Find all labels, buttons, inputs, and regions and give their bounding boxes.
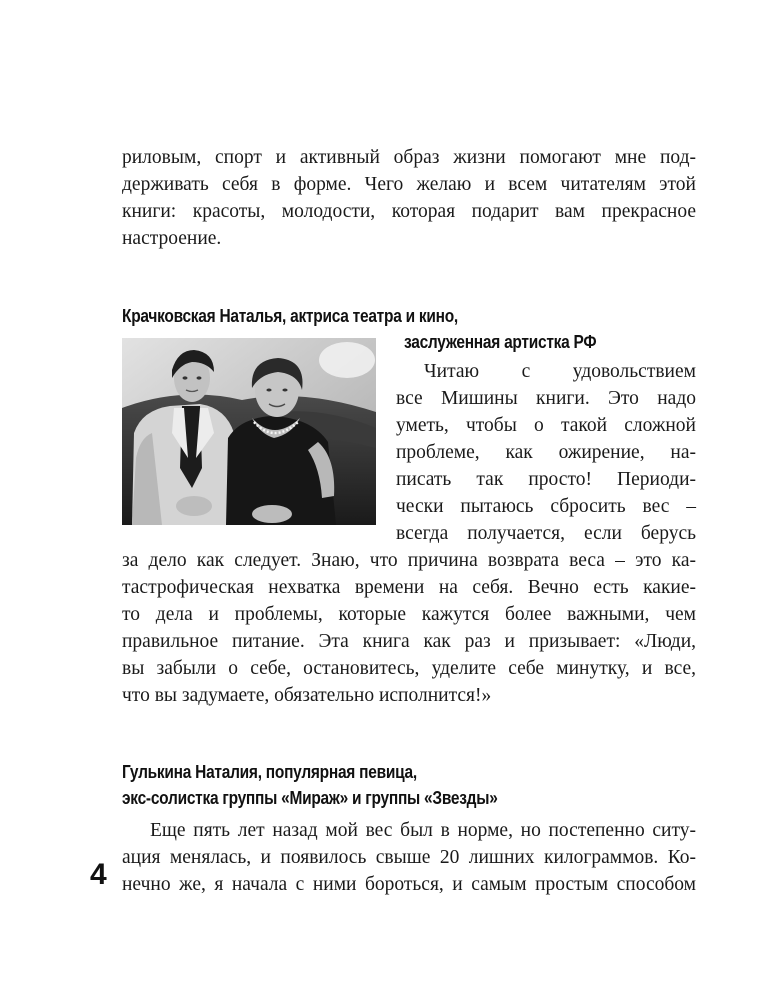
text-line: Еще пять лет назад мой вес был в норме, но постепенно ситу- — [150, 820, 696, 841]
text-line: за дело как следует. Знаю, что причина возврата веса – это ка- — [122, 550, 696, 571]
section2-heading-line2: экс-солистка группы «Мираж» и группы «Звезды» — [122, 788, 498, 808]
text-line: уметь, чтобы о такой сложной — [396, 415, 696, 436]
text-line: проблеме, как ожирение, на- — [396, 442, 696, 463]
text-line: держивать себя в форме. Чего желаю и всем читателям этой — [122, 174, 696, 195]
page-number: 4 — [90, 858, 107, 891]
text-line: что вы задумаете, обязательно исполнится!» — [122, 685, 492, 706]
section2-paragraph — [122, 817, 696, 898]
section1-wrapped-text — [396, 358, 696, 547]
text-line: всегда получается, если берусь — [396, 523, 696, 544]
text-line: все Мишины книги. Это надо — [396, 388, 696, 409]
text-line: настроение. — [122, 228, 222, 249]
text-line: чески пытаюсь сбросить вес – — [396, 496, 696, 517]
text-line: тастрофическая нехватка времени на себя. Вечно есть какие- — [122, 577, 696, 598]
photo-two-people — [122, 338, 376, 525]
text-line: правильное питание. Эта книга как раз и призывает: «Люди, — [122, 631, 696, 652]
section1-heading-line2: заслуженная артистка РФ — [404, 332, 597, 352]
text-line: писать так просто! Периоди- — [396, 469, 696, 490]
text-line: нечно же, я начала с ними бороться, и самым простым способом — [122, 874, 696, 895]
section1-full-text — [122, 547, 696, 709]
text-line: риловым, спорт и активный образ жизни помогают мне под- — [122, 147, 696, 168]
text-line: Читаю с удовольствием — [424, 361, 696, 382]
intro-paragraph — [122, 144, 696, 252]
text-line: ация менялась, и появилось свыше 20 лишних килограммов. Ко- — [122, 847, 696, 868]
text-line: то дела и проблемы, которые кажутся более важными, чем — [122, 604, 696, 625]
section2-heading-line1: Гулькина Наталия, популярная певица, — [122, 762, 417, 782]
text-line: книги: красоты, молодости, которая подарит вам прекрасное — [122, 201, 696, 222]
text-line: вы забыли о себе, остановитесь, уделите себе минутку, и все, — [122, 658, 696, 679]
photo-two-people-icon — [122, 338, 376, 525]
section1-heading-line1: Крачковская Наталья, актриса театра и кино, — [122, 306, 458, 326]
